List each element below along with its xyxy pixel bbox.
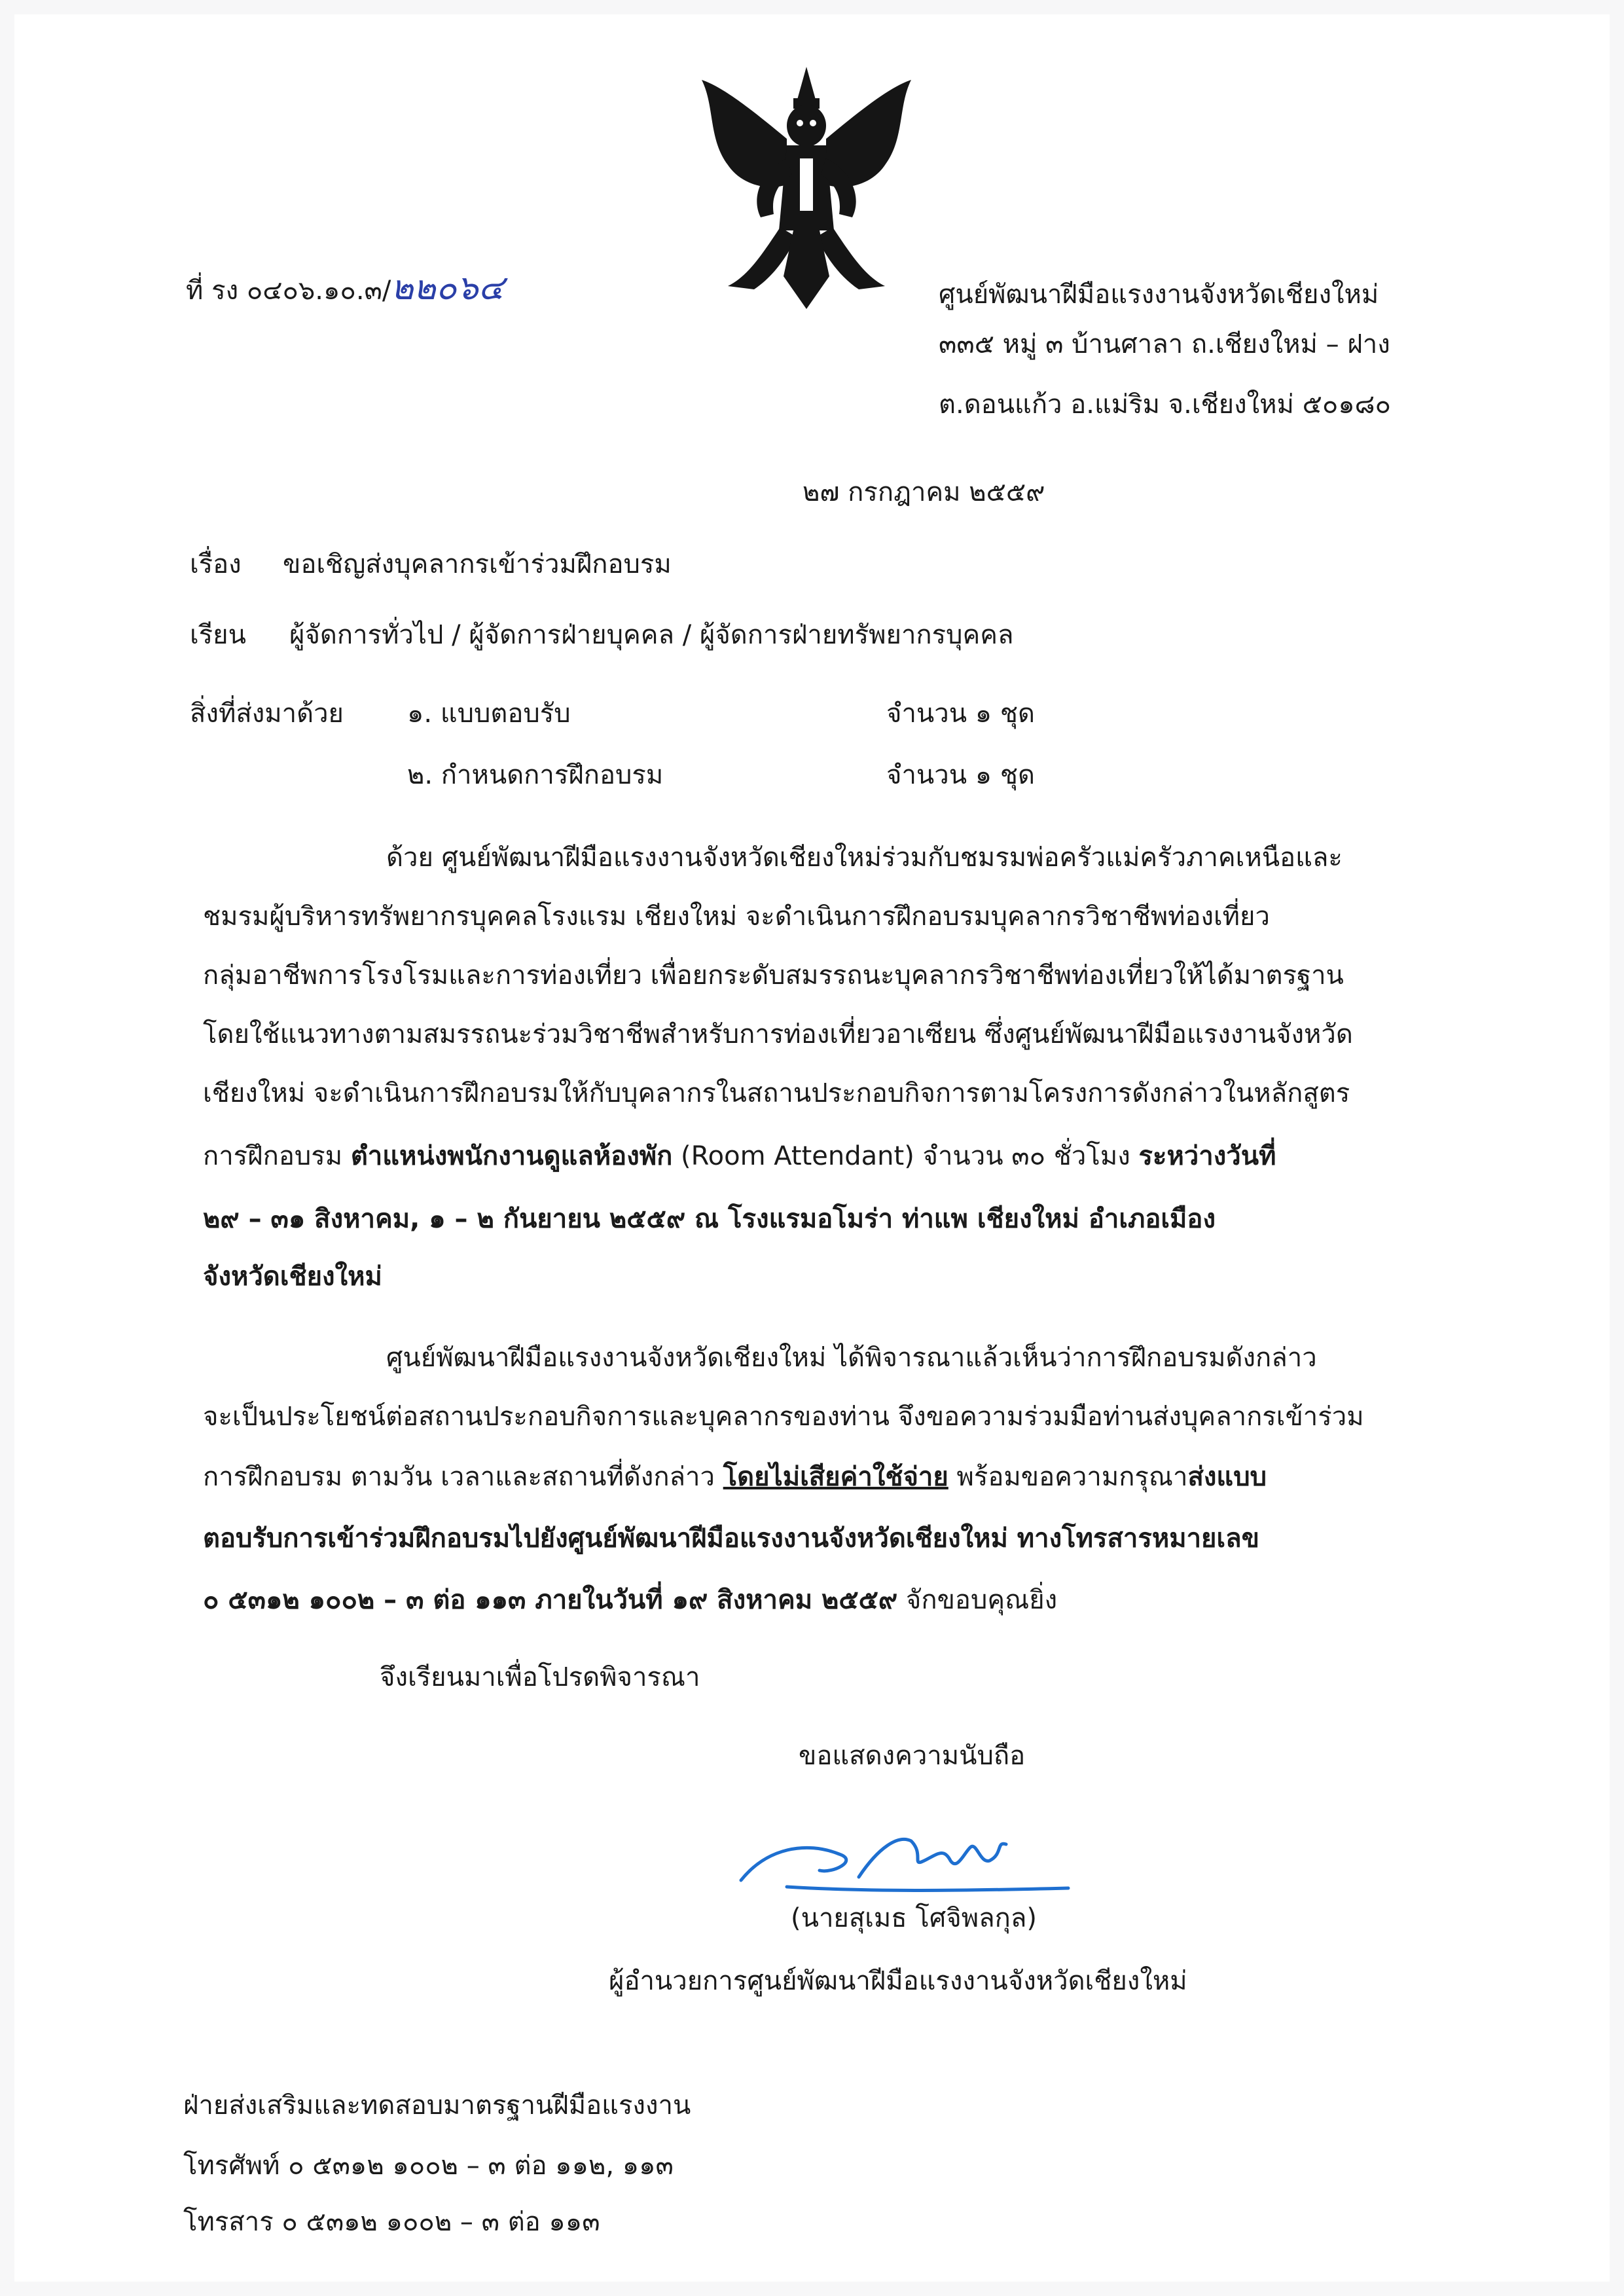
enclosure-label: สิ่งที่ส่งมาด้วย xyxy=(190,699,344,729)
enclosure-qty: จำนวน ๑ ชุด xyxy=(886,760,1035,790)
para1-line: กลุ่มอาชีพการโรงโรมและการท่องเที่ยว เพื่อยกระดับสมรรถนะบุคลากรวิชาชีพท่องเที่ยวให้ได้มาตรฐาน xyxy=(203,960,1344,991)
para1-line: เชียงใหม่ จะดำเนินการฝึกอบรมให้กับบุคลากรในสถานประกอบกิจการตามโครงการดังกล่าวในหลักสูตร xyxy=(203,1078,1350,1108)
para2-text: การฝึกอบรม ตามวัน เวลาและสถานที่ดังกล่าว xyxy=(203,1462,723,1492)
para2-line: ศูนย์พัฒนาฝีมือแรงงานจังหวัดเชียงใหม่ ได้พิจารณาแล้วเห็นว่าการฝึกอบรมดังกล่าว xyxy=(386,1343,1317,1373)
para1-line: โดยใช้แนวทางตามสมรรถนะร่วมวิชาชีพสำหรับการท่องเที่ยวอาเซียน ซึ่งศูนย์พัฒนาฝีมือแรงงานจังหวัด xyxy=(203,1019,1353,1049)
closing: ขอแสดงความนับถือ xyxy=(799,1741,1026,1771)
free-of-charge: โดยไม่เสียค่าใช้จ่าย xyxy=(723,1462,948,1492)
para1-line: ด้วย ศูนย์พัฒนาฝีมือแรงงานจังหวัดเชียงใหม่ร่วมกับชมรมพ่อครัวแม่ครัวภาคเหนือและ xyxy=(386,843,1343,873)
footer-department: ฝ่ายส่งเสริมและทดสอบมาตรฐานฝีมือแรงงาน xyxy=(183,2090,691,2121)
reply-request: ตอบรับการเข้าร่วมฝึกอบรมไปยังศูนย์พัฒนาฝีมือแรงงานจังหวัดเชียงใหม่ ทางโทรสารหมายเลข xyxy=(203,1523,1260,1554)
para1-line: ชมรมผู้บริหารทรัพยากรบุคคลโรงแรม เชียงใหม่ จะดำเนินการฝึกอบรมบุคลากรวิชาชีพท่องเที่ยว xyxy=(203,902,1270,932)
enclosure-item: ๒. กำหนดการฝึกอบรม xyxy=(407,760,664,790)
ref-number-handwritten: ๒๒๐๖๔ xyxy=(391,268,505,308)
garuda-emblem-icon xyxy=(689,60,924,316)
para2-line xyxy=(203,1459,1468,1495)
training-province: จังหวัดเชียงใหม่ xyxy=(203,1262,382,1292)
subject-text: ขอเชิญส่งบุคลากรเข้าร่วมฝึกอบรม xyxy=(283,549,672,579)
para1-text: การฝึกอบรม xyxy=(203,1141,351,1171)
to-text: ผู้จัดการทั่วไป / ผู้จัดการฝ่ายบุคคล / ผู้จัดการฝ่ายทรัพยากรบุคคล xyxy=(289,620,1014,650)
signatory-title: ผู้อำนวยการศูนย์พัฒนาฝีมือแรงงานจังหวัดเชียงใหม่ xyxy=(609,1966,1187,1996)
sender-address-line: ๓๓๕ หมู่ ๓ บ้านศาลา ถ.เชียงใหม่ – ฝาง xyxy=(939,329,1390,359)
ref-number xyxy=(186,270,504,309)
letter-date: ๒๗ กรกฎาคม ๒๕๕๙ xyxy=(803,477,1045,507)
to-label: เรียน xyxy=(190,620,246,650)
signature-icon xyxy=(728,1808,1081,1906)
para2-line xyxy=(203,1582,1468,1618)
reply-request-lead: ส่งแบบ xyxy=(1187,1462,1267,1492)
footer-phone: โทรศัพท์ ๐ ๕๓๑๒ ๑๐๐๒ – ๓ ต่อ ๑๑๒, ๑๑๓ xyxy=(183,2151,674,2181)
signatory-name: (นายสุเมธ โศจิพลกุล) xyxy=(791,1903,1037,1933)
course-title: ตำแหน่งพนักงานดูแลห้องพัก xyxy=(350,1141,673,1171)
closing-request: จึงเรียนมาเพื่อโปรดพิจารณา xyxy=(380,1662,700,1692)
sender-name: ศูนย์พัฒนาฝีมือแรงงานจังหวัดเชียงใหม่ xyxy=(939,280,1379,310)
enclosure-qty: จำนวน ๑ ชุด xyxy=(886,699,1035,729)
training-dates-venue: ๒๙ – ๓๑ สิงหาคม, ๑ – ๒ กันยายน ๒๕๕๙ ณ โรงแรมอโมร่า ท่าแพ เชียงใหม่ อำเภอเมือง xyxy=(203,1204,1216,1234)
para1-line xyxy=(203,1138,1468,1175)
training-dates-lead: ระหว่างวันที่ xyxy=(1138,1141,1276,1171)
reply-deadline: ๐ ๕๓๑๒ ๑๐๐๒ – ๓ ต่อ ๑๑๓ ภายในวันที่ ๑๙ สิงหาคม ๒๕๕๙ xyxy=(203,1585,898,1615)
letter-page xyxy=(14,14,1610,2282)
enclosure-item: ๑. แบบตอบรับ xyxy=(407,699,571,729)
para2-text: จักขอบคุณยิ่ง xyxy=(897,1585,1058,1615)
sender-address-line: ต.ดอนแก้ว อ.แม่ริม จ.เชียงใหม่ ๕๐๑๘๐ xyxy=(939,390,1391,420)
subject-label: เรื่อง xyxy=(190,549,242,579)
para2-text: พร้อมขอความกรุณา xyxy=(948,1462,1188,1492)
para1-text: (Room Attendant) จำนวน ๓๐ ชั่วโมง xyxy=(672,1141,1139,1171)
ref-prefix: ที่ รง ๐๔๐๖.๑๐.๓/ xyxy=(186,276,391,306)
footer-fax: โทรสาร ๐ ๕๓๑๒ ๑๐๐๒ – ๓ ต่อ ๑๑๓ xyxy=(183,2207,600,2237)
para2-line: จะเป็นประโยชน์ต่อสถานประกอบกิจการและบุคลากรของท่าน จึงขอความร่วมมือท่านส่งบุคลากรเข้าร่วม xyxy=(203,1402,1364,1432)
